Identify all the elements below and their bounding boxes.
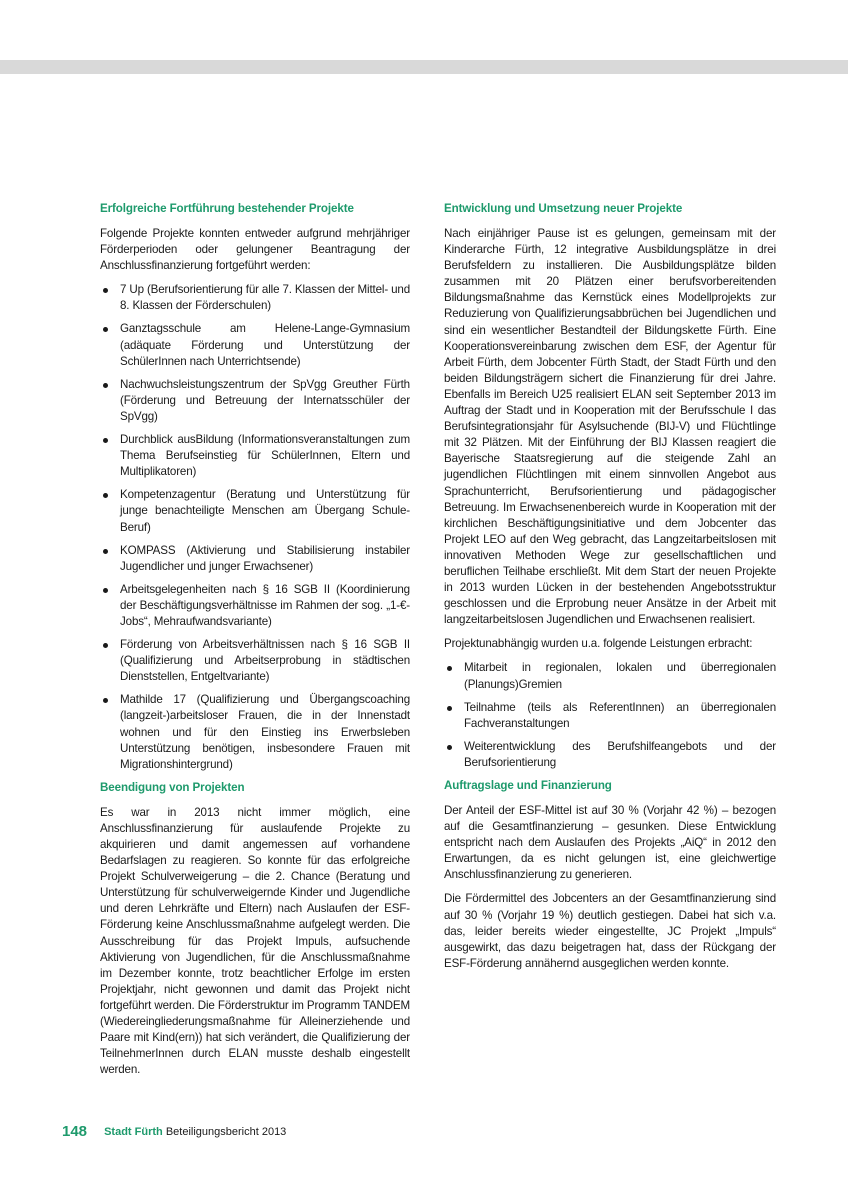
left-column	[100, 201, 410, 1086]
list-item: Durchblick ausBildung (Informationsveranstaltungen zum Thema Berufseinstieg für SchülerInnen, Eltern und Multiplikatoren)	[100, 432, 410, 480]
financing-paragraph-1: Der Anteil der ESF-Mittel ist auf 30 % (Vorjahr 42 %) – bezogen auf die Gesamtfinanzierung – gesunken. Diese Entwicklung entspricht nach dem Auslaufen des Projekts „AiQ“ in 2012 den Erwartungen, da es nicht gelungen ist, eine gleichwertige Anschlussfinanzierung zu generieren.	[444, 804, 776, 882]
bullet-icon	[447, 706, 452, 711]
bullet-icon	[103, 493, 108, 498]
page-number: 148	[62, 1123, 88, 1140]
page-footer	[62, 1124, 286, 1140]
section-intro: Projektunabhängig wurden u.a. folgende Leistungen erbracht:	[444, 637, 753, 651]
section-heading-continued-projects: Erfolgreiche Fortführung bestehender Projekte	[100, 202, 354, 215]
list-item: 7 Up (Berufsorientierung für alle 7. Klassen der Mittel- und 8. Klassen der Förderschulen)	[100, 282, 410, 314]
bullet-icon	[103, 438, 108, 443]
bullet-icon	[103, 588, 108, 593]
list-item: Kompetenzagentur (Beratung und Unterstützung für junge benachteiligte Menschen am Übergang Schule-Beruf)	[100, 487, 410, 535]
footer-city: Stadt Fürth	[104, 1126, 163, 1138]
bullet-icon	[103, 643, 108, 648]
bullet-icon	[103, 549, 108, 554]
bullet-icon	[447, 745, 452, 750]
services-list	[444, 660, 776, 771]
bullet-icon	[103, 698, 108, 703]
list-item: Mitarbeit in regionalen, lokalen und überregionalen (Planungs)Gremien	[444, 660, 776, 692]
continued-projects-list	[100, 282, 410, 773]
right-column	[444, 201, 776, 980]
bullet-icon	[103, 383, 108, 388]
list-item: Teilnahme (teils als ReferentInnen) an überregionalen Fachveranstaltungen	[444, 700, 776, 732]
footer-title: Beteiligungsbericht 2013	[165, 1126, 287, 1138]
list-item: Arbeitsgelegenheiten nach § 16 SGB II (Koordinierung der Beschäftigungsverhältnisse im Rahmen der sog. „1-€-Jobs“, Mehraufwandsvariante)	[100, 582, 410, 630]
header-band	[0, 60, 848, 74]
list-item: Ganztagsschule am Helene-Lange-Gymnasium (adäquate Förderung und Unterstützung der SchülerInnen nach Unterrichtsende)	[100, 321, 410, 369]
financing-paragraph-2: Die Fördermittel des Jobcenters an der Gesamtfinanzierung sind auf 30 % (Vorjahr 19 %) deutlich gestiegen. Dabei hat sich v.a. das, leider bereits wieder eingestellte, JC Projekt „Impuls“ ausgewirkt, das dazu beigetragen hat, dass der Rückgang der ESF-Förderung annähernd ausgeglichen werden konnte.	[444, 892, 776, 970]
section-body: Es war in 2013 nicht immer möglich, eine Anschlussfinanzierung für auslaufende Projekte zu akquirieren und damit angemessen auf vorhandene Bedarfslagen zu reagieren. So konnte für das erfolgreiche Projekt Schulverweigerung – die 2. Chance (Beratung und Unterstützung für schulverweigernde Kinder und Jugendliche und deren Lehrkräfte und Eltern) nach Auslaufen der ESF-Förderung keine Anschlussmaßnahme aufgelegt werden. Die Ausschreibung für das Projekt Impuls, aufsuchende Aktivierung von Jugendlichen, für die Anschlussmaßnahme im Dezember konnte, trotz beachtlicher Erfolge im ersten Projektjahr, nicht gewonnen und damit das Projekt nicht fortgeführt werden. Die Förderstruktur im Programm TANDEM (Wiedereingliederungsmaßnahme für Alleinerziehende und Paare mit Kind(ern)) hat sich verändert, die Qualifizierung der TeilnehmerInnen durch ELAN musste deshalb eingestellt werden.	[100, 805, 410, 1077]
list-item: KOMPASS (Aktivierung und Stabilisierung instabiler Jugendlicher und junger Erwachsener)	[100, 543, 410, 575]
list-item: Weiterentwicklung des Berufshilfeangebots und der Berufsorientierung	[444, 739, 776, 771]
bullet-icon	[103, 288, 108, 293]
section-heading-financing: Auftragslage und Finanzierung	[444, 779, 612, 792]
section-heading-new-projects: Entwicklung und Umsetzung neuer Projekte	[444, 202, 683, 215]
list-item: Mathilde 17 (Qualifizierung und Übergangscoaching (langzeit-)arbeitsloser Frauen, die in der Innenstadt wohnen und für den Einstieg ins Erwerbsleben Unterstützung benötigen, insbesondere Frauen mit Migrationshintergrund)	[100, 692, 410, 772]
section-intro: Folgende Projekte konnten entweder aufgrund mehrjähriger Förderperioden oder gelungener Beantragung der Anschlussfinanzierung fortgeführt werden:	[100, 227, 410, 273]
section-body: Nach einjähriger Pause ist es gelungen, gemeinsam mit der Kinderarche Fürth, 12 integrative Ausbildungsplätze in drei Berufsfeldern zu installieren. Die Ausbildungsplätze bilden zusammen mit 20 Plätzen einer berufsvorbereitenden Bildungsmaßnahme das Kernstück eines Modellprojekts zur Reduzierung von Qualifizierungsabbrüchen bei Jugendlichen und sind ein wesentlicher Bestandteil der Bildungskette Fürth. Eine Kooperationsvereinbarung zwischen dem ESF, der Agentur für Arbeit Fürth, dem Jobcenter Fürth Stadt, der Stadt Fürth und den beiden Bildungsträgern sichert die Finanzierung für drei Jahre. Ebenfalls im Bereich U25 realisiert ELAN seit September 2013 im Auftrag der Stadt und in Kooperation mit der Berufsschule I das Berufsintegrationsjahr für Asylsuchende (BIJ-V) und Flüchtlinge mit 32 Plätzen. Mit der Einführung der BIJ Klassen reagiert die Bayerische Staatsregierung auf die steigende Zahl an jugendlichen Flüchtlingen mit einem sinnvollen Angebot aus Sprachunterricht, Berufsorientierung und pädagogischer Betreuung. Im Erwachsenenbereich wurde in Kooperation mit der kirchlichen Beschäftigungsinitiative und dem Jobcenter das Projekt LEO auf den Weg gebracht, das Langzeitarbeitslosen mit innovativen Methoden Wege zur gesellschaftlichen und beruflichen Teilhabe erschließt. Mit dem Start der neuen Projekte in 2013 wurden Lücken in der bestehenden Angebotsstruktur geschlossen und die Erprobung neuer Ansätze in der Arbeit mit langzeitarbeitslosen Jugendlichen und Erwachsenen realisiert.	[444, 227, 776, 627]
section-heading-ended-projects: Beendigung von Projekten	[100, 780, 245, 794]
list-item: Förderung von Arbeitsverhältnissen nach § 16 SGB II (Qualifizierung und Arbeitserprobung in städtischen Dienststellen, Entgeltvariante)	[100, 637, 410, 685]
bullet-icon	[447, 666, 452, 671]
bullet-icon	[103, 327, 108, 332]
list-item: Nachwuchsleistungszentrum der SpVgg Greuther Fürth (Förderung und Betreuung der Internatsschüler der SpVgg)	[100, 377, 410, 425]
